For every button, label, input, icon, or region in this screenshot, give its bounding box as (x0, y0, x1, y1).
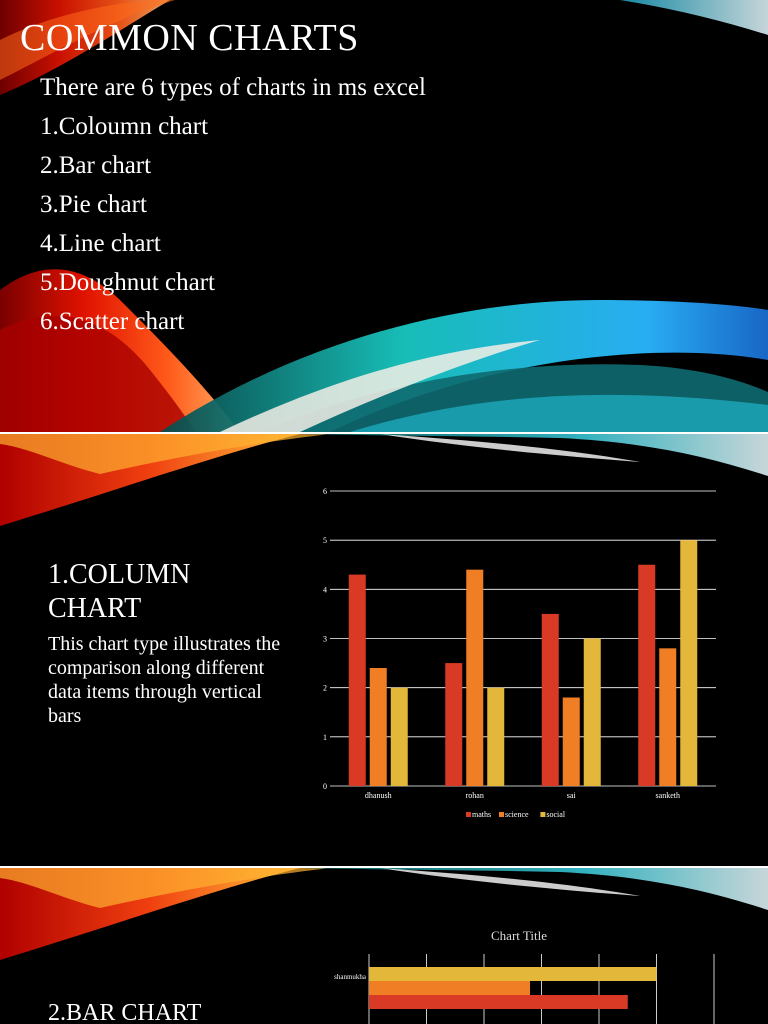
y-tick-label: 6 (323, 487, 327, 496)
slide-bar-chart (0, 868, 768, 1024)
x-tick-label: dhanush (364, 791, 392, 800)
list-item: 2.Bar chart (40, 152, 152, 179)
chart-title: Chart Title (491, 928, 547, 943)
list-item: 1.Coloumn chart (40, 113, 209, 140)
x-tick-label: sai (566, 791, 576, 800)
x-tick-label: rohan (465, 791, 484, 800)
x-tick-label: sanketh (655, 791, 680, 800)
bar-social (584, 639, 601, 787)
intro-line: There are 6 types of charts in ms excel (40, 74, 426, 101)
y-tick-label: 5 (323, 536, 327, 546)
list-item: 6.Scatter chart (40, 308, 185, 335)
y-tick-label: 4 (323, 585, 327, 595)
bar-social (369, 967, 657, 981)
y-tick-label: 3 (323, 634, 327, 644)
legend-label: science (505, 810, 529, 819)
bar-science (369, 981, 530, 995)
bar-maths (445, 663, 462, 786)
bar-social (391, 688, 408, 786)
legend-swatch (466, 812, 471, 817)
bar-science (466, 570, 483, 786)
slide-common-charts (0, 0, 768, 432)
list-item: 3.Pie chart (40, 191, 147, 218)
bar-maths (542, 614, 559, 786)
list-item: 5.Doughnut chart (40, 269, 215, 296)
slide-column-chart (0, 434, 768, 866)
bar-social (680, 540, 697, 786)
column-chart (0, 434, 768, 866)
legend-swatch (499, 812, 504, 817)
y-tick-label: 2 (323, 683, 327, 693)
bar-science (370, 668, 387, 786)
bar-social (487, 688, 504, 786)
legend-label: social (546, 810, 566, 819)
page-title: COMMON CHARTS (20, 17, 359, 59)
section-description: This chart type illustrates the comparison along different data items through vertical bars (48, 633, 281, 727)
y-tick-label: 1 (323, 732, 327, 742)
list-item: 4.Line chart (40, 230, 161, 257)
legend-swatch (540, 812, 545, 817)
section-title: 2.BAR CHART (48, 1000, 202, 1024)
y-tick-label: 0 (323, 782, 327, 791)
bar-science (563, 698, 580, 787)
bar-maths (638, 565, 655, 786)
bar-science (659, 648, 676, 786)
legend-label: maths (472, 810, 492, 819)
bar-chart (0, 868, 768, 1024)
section-title: 1.COLUMN CHART (48, 559, 191, 624)
y-tick-label: shanmukha (334, 973, 366, 981)
bar-maths (369, 995, 628, 1009)
bar-maths (349, 575, 366, 786)
